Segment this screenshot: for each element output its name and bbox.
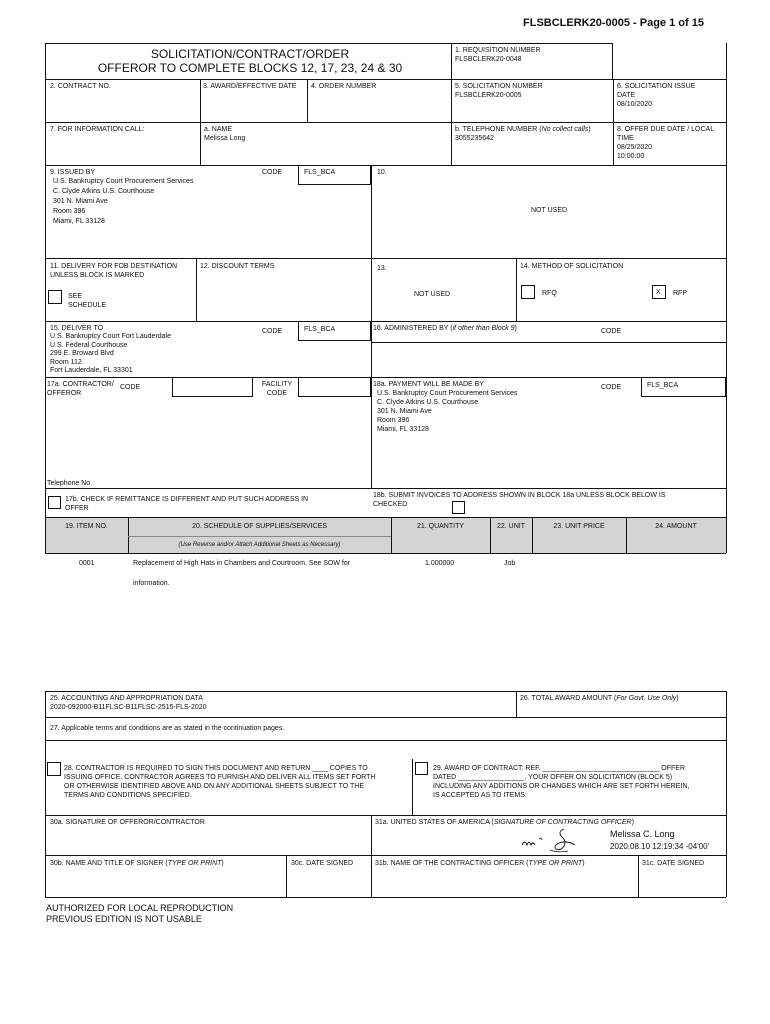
solicitation-issue-date-field[interactable]: 08/10/2020 xyxy=(617,101,653,108)
block15-code-box[interactable] xyxy=(298,321,371,341)
row-unit: Job xyxy=(504,560,516,567)
block15-code-label: CODE xyxy=(262,328,283,335)
rfp-label: RFP xyxy=(673,290,687,297)
block10-label: 10. xyxy=(377,169,387,176)
issued-by-address: U.S. Bankruptcy Court Procurement Services C. Clyde Atkins U.S. Courthouse 301 N. Miami Ave Room 396 Miami, FL 33128 xyxy=(53,178,194,225)
block10-value: NOT USED xyxy=(531,207,568,214)
col-item-no: 19. ITEM NO. xyxy=(65,523,108,530)
block2-label: 2. CONTRACT NO. xyxy=(50,83,111,90)
schedule-subnote: (Use Reverse and/or Attach Additional Sheets as Necessary) xyxy=(178,542,341,548)
col-quantity: 21. QUANTITY xyxy=(416,523,465,530)
handwritten-signature xyxy=(520,825,590,857)
block18a-code-label: CODE xyxy=(601,384,622,391)
block12-label: 12. DISCOUNT TERMS xyxy=(200,263,275,270)
block4-label: 4. ORDER NUMBER xyxy=(311,83,377,90)
footer-reproduction: AUTHORIZED FOR LOCAL REPRODUCTION xyxy=(46,903,234,913)
block29-text: 29. AWARD OF CONTRACT: REF. ______________________________ OFFER DATED _________________. YOUR OFFER ON SOLICITATION (BLOCK 5) INCLUDING ANY ADDITIONS OR CHANGES WHICH ARE SET FORTH HEREIN, IS ACCEPTED AS TO ITEMS: xyxy=(433,765,690,799)
col-unit: 22. UNIT xyxy=(496,523,525,530)
block18b-label: 18b. SUBMIT INVOICES TO ADDRESS SHOWN IN BLOCK 18a UNLESS BLOCK BELOW IS CHECKED xyxy=(373,492,666,508)
block7-name-label: a. NAME xyxy=(204,126,233,133)
contractor-telephone-label: Telephone No. xyxy=(47,480,93,487)
block9-code-label: CODE xyxy=(262,169,283,176)
contractor-code-box[interactable] xyxy=(172,377,253,397)
block31b-label: 31b. NAME OF THE CONTRACTING OFFICER (TYPE OR PRINT) xyxy=(375,860,585,867)
form-title-line1: SOLICITATION/CONTRACT/ORDER xyxy=(150,47,350,61)
block9-code-box[interactable] xyxy=(298,165,371,185)
block8-label: 8. OFFER DUE DATE / LOCAL TIME xyxy=(617,126,715,142)
row-item-no: 0001 xyxy=(79,560,95,567)
footer-edition: PREVIOUS EDITION IS NOT USABLE xyxy=(46,914,202,924)
document-id-header xyxy=(523,16,704,30)
block11-label: 11. DELIVERY FOR FOB DESTINATION UNLESS BLOCK IS MARKED xyxy=(50,263,178,279)
block5-label: 5. SOLICITATION NUMBER xyxy=(455,83,543,90)
solicitation-number-field[interactable]: FLSBCLERK20-0005 xyxy=(455,92,522,99)
document-id: FLSBCLERK20-0005 xyxy=(523,17,630,29)
form-title-line2: OFFEROR TO COMPLETE BLOCKS 12, 17, 23, 24 & 30 xyxy=(97,61,403,75)
facility-code-label: FACILITY CODE xyxy=(261,381,293,397)
block16-code-label: CODE xyxy=(601,328,622,335)
row-quantity: 1.000000 xyxy=(425,560,455,567)
block18a-label: 18a. PAYMENT WILL BE MADE BY xyxy=(373,381,484,388)
digital-signer-name: Melissa C. Long xyxy=(610,829,675,839)
block18a-code-value: FLS_BCA xyxy=(647,382,679,389)
block28-text: 28. CONTRACTOR IS REQUIRED TO SIGN THIS DOCUMENT AND RETURN ____ COPIES TO ISSUING OFFICE. CONTRACTOR AGREES TO FURNISH AND DELIVER ALL ITEMS SET FORTH OR OTHERWISE IDENTIFIED ABOVE AND ON ANY ADDITIONAL SHEETS SUBJECT TO THE TERMS AND CONDITIONS SPECIFIED. xyxy=(64,765,376,799)
deliver-to-address: U.S. Bankruptcy Court Fort Lauderdale U.S. Federal Courthouse 299 E. Broward Blvd Room 112 Fort Lauderdale, FL 33301 xyxy=(50,333,172,375)
block17a-code-label: CODE xyxy=(120,384,141,391)
row-description: Replacement of High Hats in Chambers and Courtroom. See SOW for information. xyxy=(133,560,351,587)
block6-label: 6. SOLICITATION ISSUE DATE xyxy=(617,83,696,99)
see-schedule-label: SEE SCHEDULE xyxy=(68,293,107,309)
block26-label: 26. TOTAL AWARD AMOUNT (For Govt. Use Only) xyxy=(520,695,679,702)
block13-label: 13. xyxy=(377,265,387,272)
col-unit-price: 23. UNIT PRICE xyxy=(553,523,605,530)
rfq-label: RFQ xyxy=(542,290,557,297)
rfp-check-mark: X xyxy=(656,289,661,296)
rfq-checkbox[interactable] xyxy=(521,285,535,299)
block30c-label: 30c. DATE SIGNED xyxy=(291,860,354,867)
col-amount: 24. AMOUNT xyxy=(655,523,697,530)
block30b-label: 30b. NAME AND TITLE OF SIGNER (TYPE OR PRINT) xyxy=(50,860,224,867)
block9-code-value: FLS_BCA xyxy=(304,169,336,176)
accounting-data-field[interactable]: 2020-092000-B11FLSC-B11FLSC-2515-FLS-2020 xyxy=(50,704,207,711)
block9-label: 9. ISSUED BY xyxy=(50,169,96,176)
block16-label: 16. ADMINISTERED BY (if other than Block 9) xyxy=(373,325,517,332)
form-title xyxy=(80,47,420,75)
block17a-label: 17a. CONTRACTOR/ OFFEROR xyxy=(47,381,114,397)
block29-checkbox[interactable] xyxy=(415,762,428,775)
block17b-label: 17b. CHECK IF REMITTANCE IS DIFFERENT AND PUT SUCH ADDRESS IN OFFER xyxy=(65,496,309,512)
block7-label: 7. FOR INFORMATION CALL: xyxy=(50,126,145,133)
rfp-checkbox[interactable] xyxy=(652,285,666,299)
block3-label: 3. AWARD/EFFECTIVE DATE xyxy=(203,83,297,90)
block28-checkbox[interactable] xyxy=(47,762,61,776)
contact-phone-field[interactable]: 3055235642 xyxy=(455,135,494,142)
block31a-label: 31a. UNITED STATES OF AMERICA (SIGNATURE OF CONTRACTING OFFICER) xyxy=(375,819,634,826)
page-indicator: - Page 1 of 15 xyxy=(633,17,704,29)
requisition-number-field[interactable]: FLSBCLERK20-0048 xyxy=(455,56,522,63)
block25-label: 25. ACCOUNTING AND APPROPRIATION DATA xyxy=(50,695,203,702)
digital-signed-timestamp: 2020.08.10 12:19:34 -04'00' xyxy=(610,842,710,851)
block18a-code-box[interactable] xyxy=(641,377,726,397)
block14-label: 14. METHOD OF SOLICITATION xyxy=(520,263,624,270)
see-schedule-checkbox[interactable] xyxy=(48,290,62,304)
block1-label: 1. REQUISITION NUMBER xyxy=(455,47,541,54)
remittance-different-checkbox[interactable] xyxy=(48,496,61,509)
block27-text: 27. Applicable terms and conditions are as stated in the continuation pages. xyxy=(50,725,285,732)
block15-code-value: FLS_BCA xyxy=(304,326,336,333)
block31c-label: 31c. DATE SIGNED xyxy=(642,860,705,867)
facility-code-box[interactable] xyxy=(298,377,371,397)
submit-invoices-checkbox[interactable] xyxy=(452,501,465,514)
block7-phone-label: b. TELEPHONE NUMBER (No collect calls) xyxy=(455,126,591,133)
block30a-label: 30a. SIGNATURE OF OFFEROR/CONTRACTOR xyxy=(50,819,205,826)
col-schedule: 20. SCHEDULE OF SUPPLIES/SERVICES xyxy=(192,523,327,530)
block13-value: NOT USED xyxy=(414,291,451,298)
contact-name-field[interactable]: Melissa Long xyxy=(204,135,246,142)
offer-due-date-field[interactable]: 08/25/2020 10:00:00 xyxy=(617,144,653,160)
payment-address: U.S. Bankruptcy Court Procurement Services C. Clyde Atkins U.S. Courthouse 301 N. Miami Ave Room 396 Miami, FL 33128 xyxy=(377,390,518,433)
block15-label: 15. DELIVER TO xyxy=(50,325,104,332)
